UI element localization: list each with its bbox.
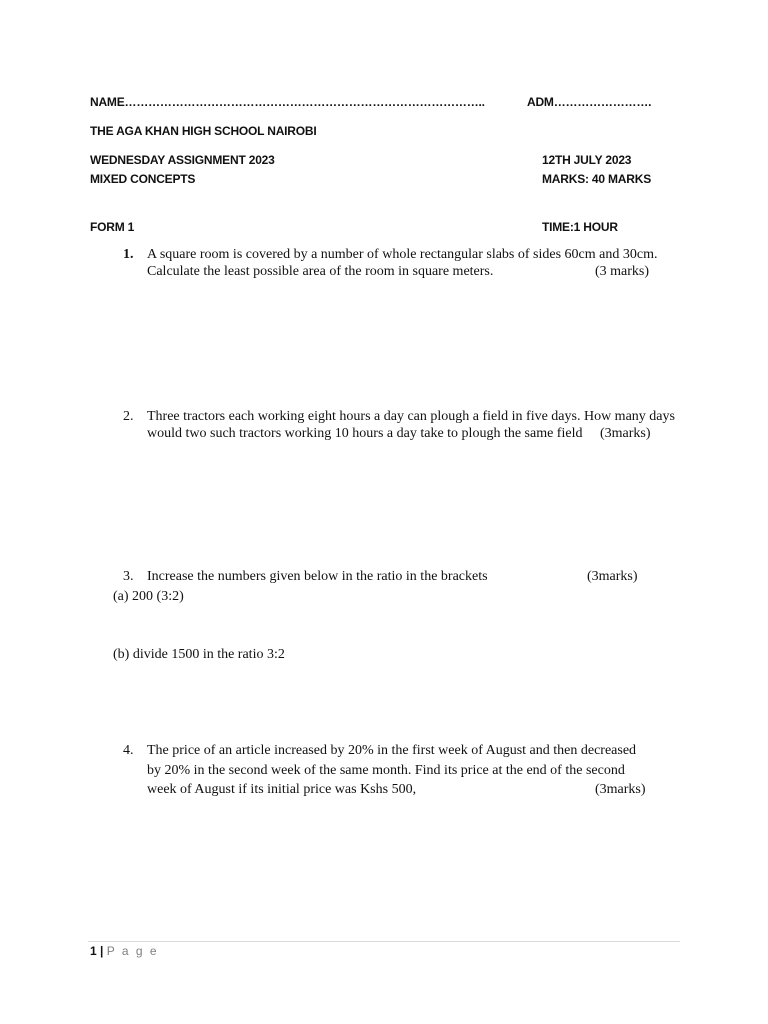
question-marks: (3marks) — [600, 426, 651, 441]
question-marks: (3marks) — [595, 782, 646, 797]
question-1 — [0, 246, 768, 286]
question-text-line: The price of an article increased by 20% in the first week of August and then decreased — [147, 743, 637, 758]
name-field-line: NAME……………………………………………………………………………….. — [90, 95, 485, 109]
page-footer — [90, 944, 159, 958]
question-number: 4. — [123, 743, 134, 758]
question-text-line: by 20% in the second week of the same month. Find its price at the end of the second — [147, 763, 625, 778]
question-text-line: A square room is covered by a number of whole rectangular slabs of sides 60cm and 30cm. — [147, 247, 658, 262]
form-level: FORM 1 — [90, 220, 135, 234]
subject-title: MIXED CONCEPTS — [90, 172, 196, 186]
assignment-date: 12TH JULY 2023 — [542, 153, 632, 167]
total-marks: MARKS: 40 MARKS — [542, 172, 652, 186]
adm-field-line: ADM……………………. — [527, 95, 652, 109]
question-text-line: Three tractors each working eight hours a day can plough a field in five days. How many days — [147, 409, 675, 424]
page-number: 1 — [90, 944, 97, 958]
question-text-line: would two such tractors working 10 hours a day take to plough the same field — [147, 426, 583, 441]
question-3-part-b: (b) divide 1500 in the ratio 3:2 — [113, 647, 285, 662]
question-3 — [0, 568, 768, 590]
question-number: 2. — [123, 409, 134, 424]
question-number: 1. — [123, 247, 134, 262]
school-name: THE AGA KHAN HIGH SCHOOL NAIROBI — [90, 124, 317, 138]
question-text-line: Increase the numbers given below in the ratio in the brackets — [147, 569, 488, 584]
question-4 — [0, 742, 768, 802]
question-number: 3. — [123, 569, 134, 584]
assignment-title: WEDNESDAY ASSIGNMENT 2023 — [90, 153, 275, 167]
question-marks: (3marks) — [587, 569, 638, 584]
question-2 — [0, 408, 768, 448]
question-text-line: week of August if its initial price was Kshs 500, — [147, 782, 417, 797]
footer-separator: | — [100, 944, 104, 958]
question-text-line: Calculate the least possible area of the room in square meters. — [147, 264, 494, 279]
footer-divider — [88, 941, 680, 942]
question-marks: (3 marks) — [595, 264, 650, 279]
question-3-part-a: (a) 200 (3:2) — [113, 589, 184, 604]
time-allowed: TIME:1 HOUR — [542, 220, 618, 234]
page-label: P a g e — [106, 944, 159, 958]
